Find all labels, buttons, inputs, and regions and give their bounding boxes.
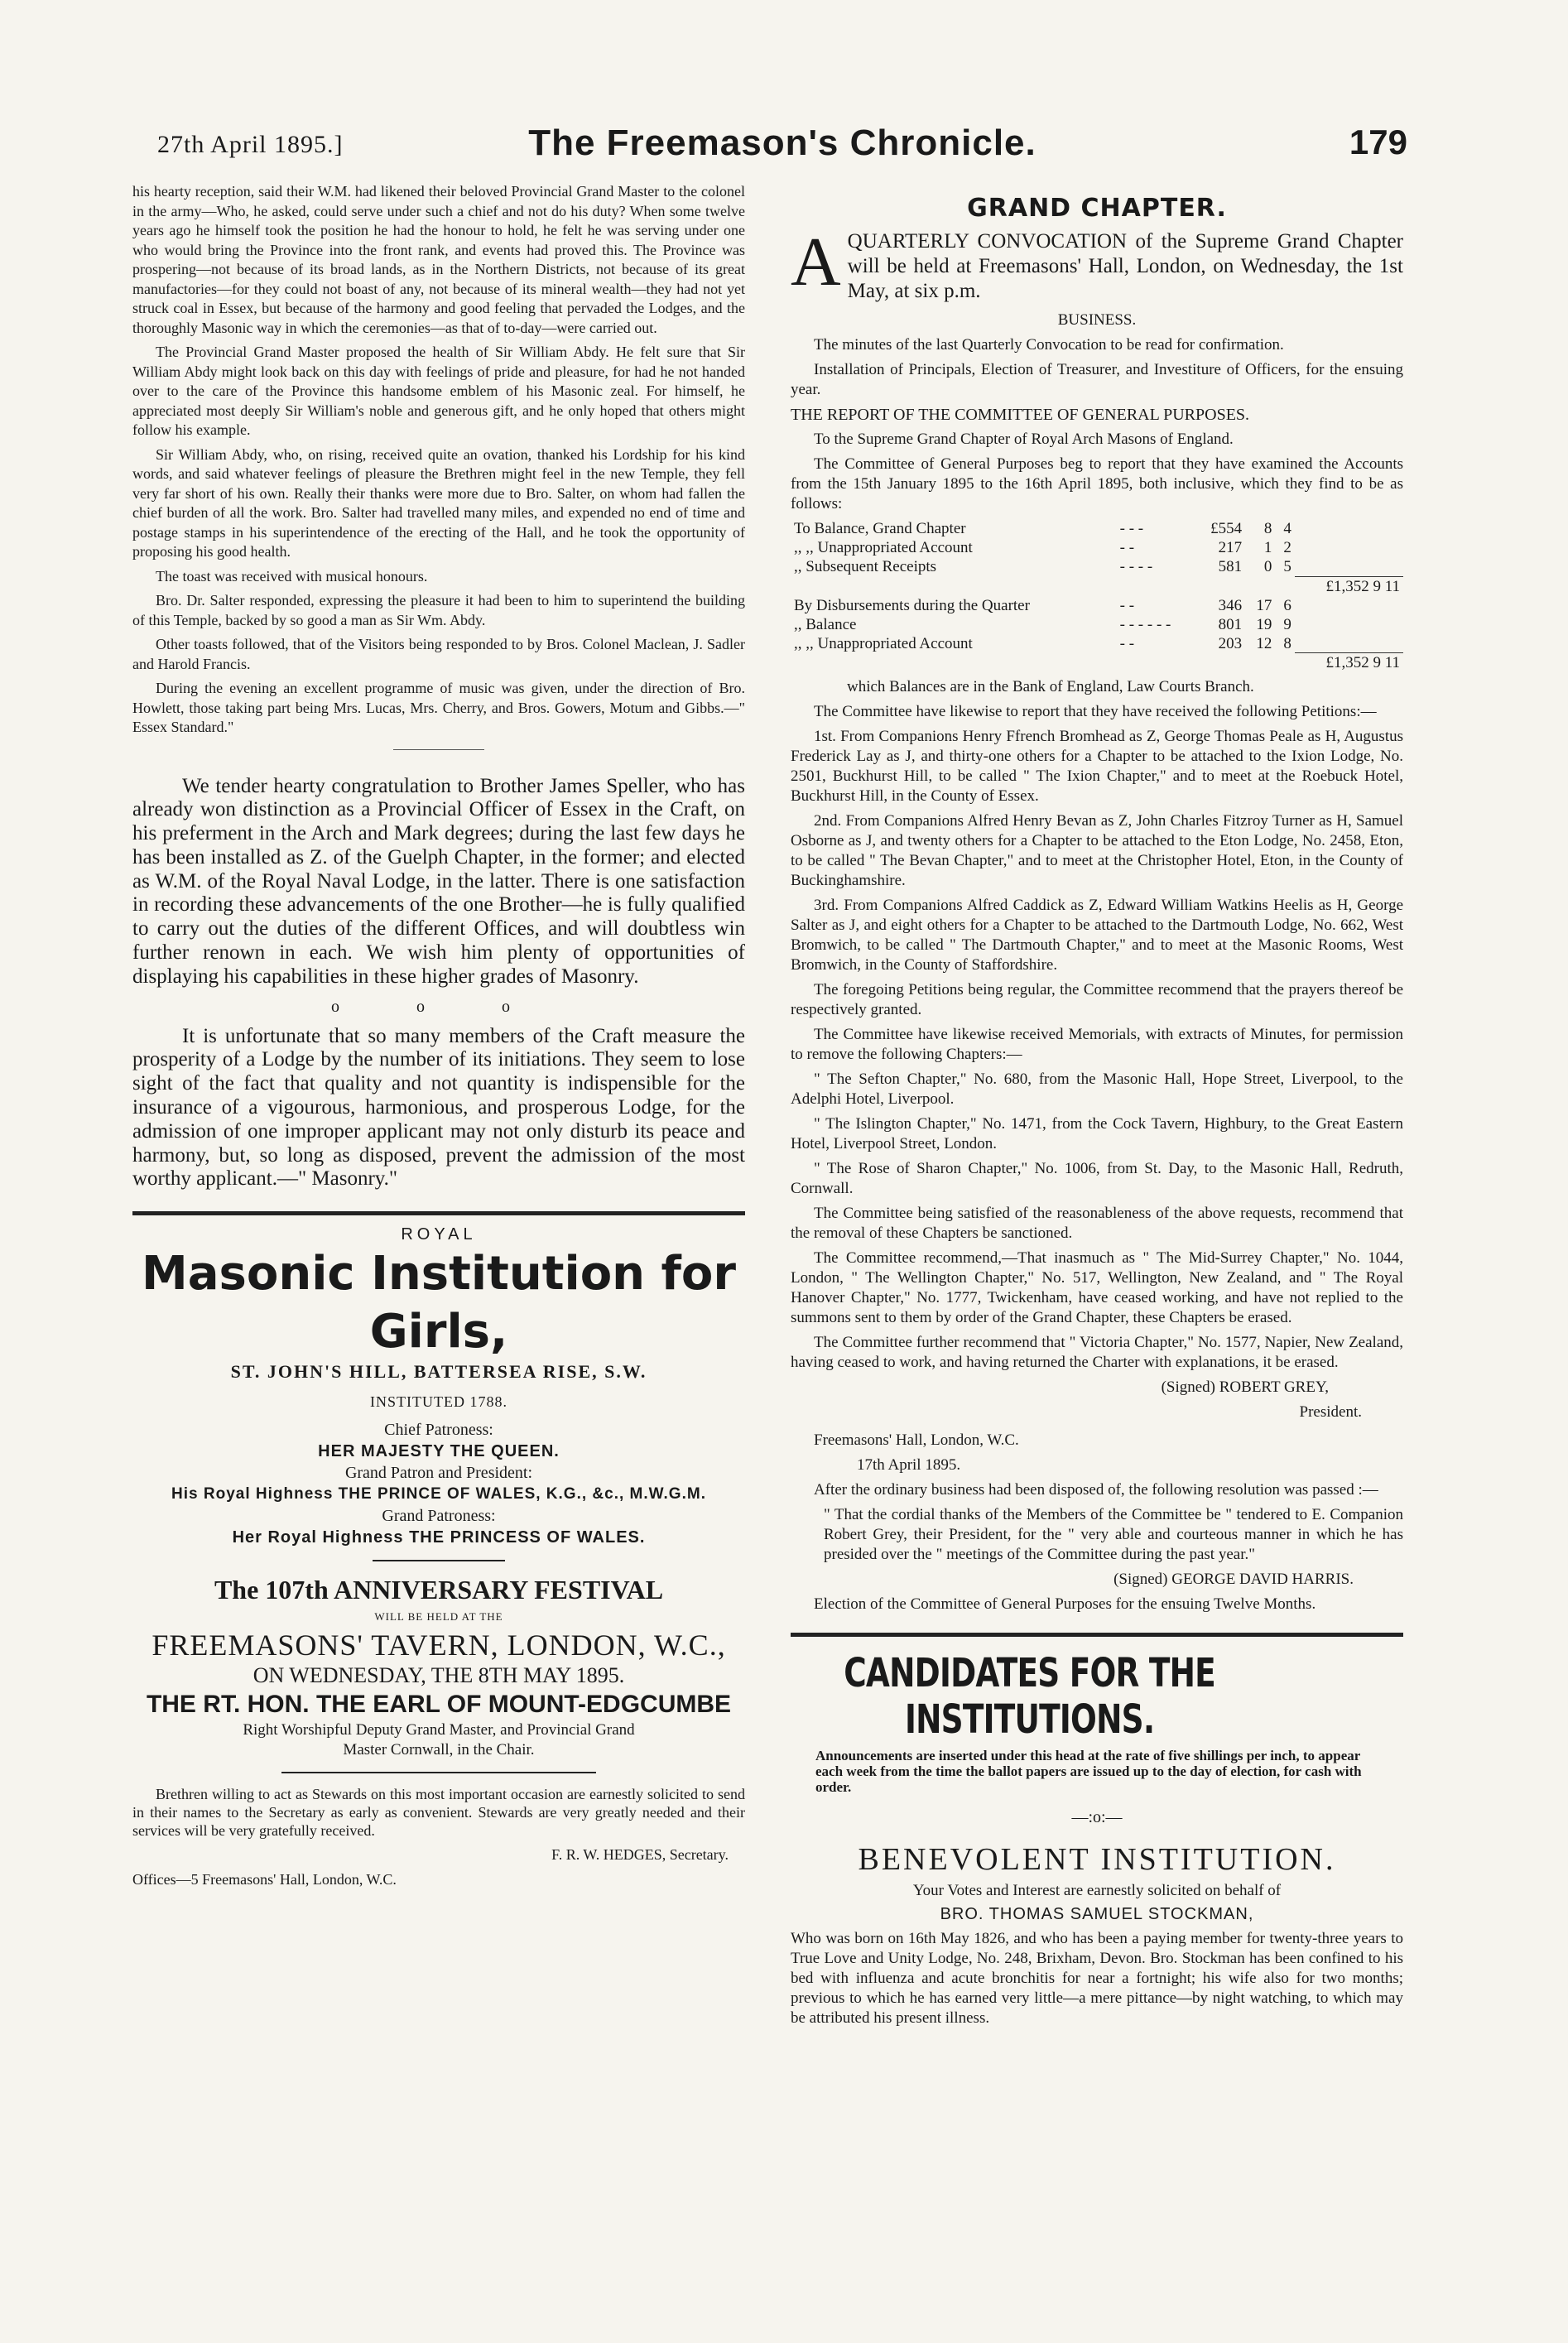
festival-chair: THE RT. HON. THE EARL OF MOUNT-EDGCUMBE <box>146 1691 732 1719</box>
committee-paragraph: The foregoing Petitions being regular, the Committee recommend that the prayers thereof be respectively granted. <box>791 981 1403 1018</box>
report-paragraph: The Provincial Grand Master proposed the health of Sir William Abdy. He felt sure that Sir William Abdy might look back on this day with feelings of pride and pleasure, for had he not handed over to the care of the Province this handsome emblem of his Masonic zeal. For himself, he appreciated most deeply Sir William's noble and generous gift, and he only hoped that others might follow his example. <box>132 344 745 438</box>
account-total <box>1295 615 1403 634</box>
institution-address: ST. JOHN'S HILL, BATTERSEA RISE, S.W. <box>230 1361 647 1383</box>
account-dots: - - - - <box>1119 558 1153 575</box>
amount-pounds: 217 <box>1218 539 1243 556</box>
festival-stewards <box>132 1785 745 1889</box>
report-title: THE REPORT OF THE COMMITTEE OF GENERAL PURPOSES. <box>791 406 1250 424</box>
amount-pounds <box>1194 576 1245 596</box>
accounts-row <box>791 653 1403 673</box>
report-paragraph: During the evening an excellent programme of music was given, under the direction of Bro. Howlett, those taking part being Mrs. Lucas, Mrs. Cherry, and Bros. Gowers, Motum and Gibbs.—" Essex Standard." <box>132 680 745 735</box>
section-divider <box>393 749 484 750</box>
signature-title: President. <box>1299 1403 1362 1421</box>
accounts-row <box>791 557 1403 576</box>
patron: His Royal Highness THE PRINCE OF WALES, K.G., &c., M.W.G.M. <box>171 1485 706 1503</box>
account-total <box>1295 519 1403 538</box>
election-paragraph: Election of the Committee of General Purposes for the ensuing Twelve Months. <box>814 1595 1316 1613</box>
announcements-note: Announcements are inserted under this head at the rate of five shillings per inch, to appear each week from the time the ballot papers are issued up to the day of election, for cash with order. <box>815 1748 1362 1795</box>
festival-chair-title: Right Worshipful Deputy Grand Master, and Provincial Grand Master Cornwall, in the Chair. <box>243 1721 635 1759</box>
business-heading: BUSINESS. <box>1057 311 1137 329</box>
left-column <box>132 182 745 1894</box>
royal-label: ROYAL <box>401 1225 477 1244</box>
convocation-notice <box>791 224 1403 304</box>
amount-shillings: 17 <box>1256 596 1272 614</box>
girls-institution-advert <box>132 1224 745 1548</box>
committee-paragraph: 3rd. From Companions Alfred Caddick as Z, Edward William Watkins Heelis as H, George Salter as J, and eight others for a Chapter to be attached to the Dartmouth Lodge, No. 662, West Bromwich, to be called " The Dartmouth Chapter," and to meet at the Masonic Rooms, West Bromwich, in the County of Staffordshire. <box>791 897 1403 974</box>
accounts-row <box>791 576 1403 596</box>
report-paragraph: Sir William Abdy, who, on rising, received quite an ovation, thanked his Lordship for his kind words, and said whatever feelings of pleasure the Brethren might feel in the new Temple, they fell very far short of his own. Really their thanks were more due to Bro. Salter, on whom had fallen the chief burden of all the work. Bro. Salter had travelled many miles, and expended no end of time and postage stamps in his superintendence of the erecting of the Hall, and he took the opportunity of proposing his good health. <box>132 445 745 560</box>
account-total: £1,352 9 11 <box>1295 653 1403 673</box>
report-intro: The Committee of General Purposes beg to report that they have examined the Accounts from the 15th January 1895 to the 16th April 1895, both inclusive, which they find to be as follows: <box>791 455 1403 512</box>
committee-paragraph: " The Sefton Chapter," No. 680, from the Masonic Hall, Hope Street, Liverpool, to the Adelphi Hotel, Liverpool. <box>791 1070 1403 1108</box>
page-header <box>157 123 1407 172</box>
committee-paragraph: The Committee further recommend that " Victoria Chapter," No. 1577, Napier, New Zealand, having ceased to work, and having returned the Charter with explanations, it be erased. <box>791 1334 1403 1371</box>
festival-title: The 107th ANNIVERSARY FESTIVAL <box>214 1575 664 1605</box>
chief-patroness: HER MAJESTY THE QUEEN. <box>318 1442 560 1461</box>
amount-pounds: 346 <box>1218 596 1243 614</box>
petitions-intro: The Committee have likewise to report that they have received the following Petitions:— <box>814 703 1377 720</box>
amount-shillings: 0 <box>1263 558 1272 575</box>
account-label <box>791 576 1117 596</box>
amount-pounds: 801 <box>1218 615 1243 633</box>
report-paragraph: Bro. Dr. Salter responded, expressing the pleasure it had been to him to superintend the building of this Temple, backed by so good a man as Sir Wm. Abdy. <box>132 592 745 628</box>
publication-title: The Freemason's Chronicle. <box>528 123 1037 163</box>
candidate-description: Who was born on 16th May 1826, and who has been a paying member for twenty-three years to True Love and Unity Lodge, No. 248, Brixham, Devon. Bro. Stockman has been confined to his bed with influenza and acute bronchitis for near a fortnight; his wife also for two months; previous to which he has earned very little—a mere pittance—by night watching, to which may be attributed his present illness. <box>791 1930 1403 2027</box>
speller-paragraph: We tender hearty congratulation to Brother James Speller, who has already won distinction as a Provincial Officer of Essex in the Craft, on his preferment in the Arch and Mark degrees; during the last few days he has been installed as Z. of the Guelph Chapter, in the former; and elected as W.M. of the Royal Naval Lodge, in the latter. There is one satisfaction in recording these advancements of the one Brother—he is fully qualified to carry out the duties of the different Offices, and will doubtless win further renown in each. We wish him plenty of opportunities of displaying his capabilities in these higher grades of Masonry. <box>132 774 745 988</box>
amount-shillings: 12 <box>1256 634 1272 652</box>
account-dots: - - <box>1119 596 1135 614</box>
account-label: ,, ,, Unappropriated Account <box>794 634 973 652</box>
installation-paragraph: Installation of Principals, Election of Treasurer, and Investiture of Officers, for the ensuing year. <box>791 361 1403 398</box>
account-dots <box>1117 576 1195 596</box>
candidates-heading: CANDIDATES FOR THE INSTITUTIONS. <box>844 1650 1215 1743</box>
report-to: To the Supreme Grand Chapter of Royal Arch Masons of England. <box>814 431 1234 448</box>
festival-date: ON WEDNESDAY, THE 8TH MAY 1895. <box>253 1663 625 1688</box>
section-rule <box>132 1211 745 1215</box>
committee-paragraph: The Committee being satisfied of the reasonableness of the above requests, recommend that the removal of these Chapters be sanctioned. <box>791 1205 1403 1242</box>
committee-paragraph: The Committee have likewise received Memorials, with extracts of Minutes, for permission to remove the following Chapters:— <box>791 1026 1403 1063</box>
festival-will-be: WILL BE HELD AT THE <box>374 1610 503 1624</box>
accounts-row <box>791 615 1403 634</box>
hall-address: Freemasons' Hall, London, W.C. <box>814 1431 1019 1449</box>
essex-report <box>132 182 745 738</box>
drop-cap: A <box>791 224 841 301</box>
grand-chapter-heading: GRAND CHAPTER. <box>967 194 1227 223</box>
account-label: ,, Balance <box>794 615 857 633</box>
account-dots: - - - <box>1119 520 1144 537</box>
grand-patroness: Her Royal Highness THE PRINCESS OF WALES. <box>232 1528 646 1547</box>
amount-pence: 2 <box>1283 539 1291 556</box>
page-number: 179 <box>1349 123 1407 161</box>
amount-pence: 4 <box>1283 520 1291 537</box>
account-label: ,, Subsequent Receipts <box>794 558 937 575</box>
account-total <box>1295 596 1403 615</box>
report-paragraph: The toast was received with musical honours. <box>156 567 428 585</box>
amount-shillings: 8 <box>1263 520 1272 537</box>
account-dots <box>1117 653 1195 673</box>
accounts-row <box>791 538 1403 557</box>
short-rule <box>281 1772 596 1773</box>
account-label: ,, ,, Unappropriated Account <box>794 539 973 556</box>
account-dots: - - - - - - <box>1119 615 1171 633</box>
account-dots: - - <box>1119 634 1135 652</box>
report-paragraph: Other toasts followed, that of the Visitors being responded to by Bros. Colonel Maclean, J. Sadler and Harold Francis. <box>132 636 745 672</box>
convocation-text: QUARTERLY CONVOCATION of the Supreme Grand Chapter will be held at Freemasons' Hall, London, on Wednesday, the 1st May, at six p.m. <box>847 230 1403 302</box>
committee-paragraph: The Committee recommend,—That inasmuch as " The Mid-Surrey Chapter," No. 1044, London, " The Wellington Chapter," No. 517, Wellington, New Zealand, and " The Royal Hanover Chapter," No. 1777, Twickenham, have ceased working, and have not replied to the summons sent to them by order of the Grand Chapter, these Chapters be erased. <box>791 1249 1403 1326</box>
candidate-name: BRO. THOMAS SAMUEL STOCKMAN, <box>940 1905 1254 1923</box>
after-business-paragraph: After the ordinary business had been disposed of, the following resolution was passed :— <box>814 1481 1378 1499</box>
account-label: To Balance, Grand Chapter <box>794 520 966 537</box>
bank-paragraph: which Balances are in the Bank of England, Law Courts Branch. <box>847 678 1254 695</box>
committee-paragraph: 2nd. From Companions Alfred Henry Bevan as Z, John Charles Fitzroy Turner as H, Samuel Osborne as J, and twenty others for a Chapter to be attached to the Eton Lodge, No. 2458, Eton, to be called " The Bevan Chapter," and to meet at the Christopher Hotel, Eton, in the County of Buckinghamshire. <box>791 812 1403 889</box>
amount-shillings <box>1245 653 1275 673</box>
festival-venue: FREEMASONS' TAVERN, LONDON, W.C., <box>152 1629 726 1662</box>
account-total: £1,352 9 11 <box>1295 576 1403 596</box>
chief-patroness-label: Chief Patroness: <box>384 1421 493 1440</box>
editorial-notes <box>132 775 745 1192</box>
signature-robert-grey: (Signed) ROBERT GREY, <box>1161 1378 1329 1396</box>
committee-paragraph: " The Rose of Sharon Chapter," No. 1006, from St. Day, to the Masonic Hall, Redruth, Cornwall. <box>791 1160 1403 1197</box>
amount-shillings: 1 <box>1263 539 1272 556</box>
petitions-list <box>791 727 1403 1373</box>
divider-ornament: —:o:— <box>1071 1808 1123 1826</box>
amount-pence <box>1275 576 1295 596</box>
amount-pence: 9 <box>1283 615 1291 633</box>
craft-paragraph: It is unfortunate that so many members of the Craft measure the prosperity of a Lodge by the number of its initiations. They seem to lose sight of the fact that quality and not quantity is indispensible for the insurance of a vigourous, harmonious, and prosperous Lodge, for the admission of one improper applicant may not only disturb its peace and harmony, but, so long as disposed, prevent the admission of the most worthy applicant.—" Masonry." <box>132 1024 745 1191</box>
accounts-row <box>791 519 1403 538</box>
right-column <box>791 182 1403 2033</box>
festival-notice <box>132 1573 745 1760</box>
report-paragraph: his hearty reception, said their W.M. had likened their beloved Provincial Grand Master to the colonel in the army—Who, he asked, could serve under such a chief and not do his duty? When some twelve years ago he himself took the position he had the honour to hold, he felt he was serving under one who would bring the Province into the front rank, and events had proved this. The Province was prospering—not because of its broad lands, as in the Northern Districts, not because of its great manufactories—for they could not boast of any, not because of its mineral wealth—they had not yet struck coal in Essex, but because of the harmony and good feeling that pervaded the Lodges, and the thoroughly Masonic way in which the ceremonies—as that of to-day—were carried out. <box>132 183 745 336</box>
accounts-table <box>791 519 1403 672</box>
benevolent-heading: BENEVOLENT INSTITUTION. <box>858 1842 1336 1877</box>
account-total <box>1295 634 1403 653</box>
accounts-row <box>791 634 1403 653</box>
amount-shillings: 19 <box>1256 615 1272 633</box>
grand-patroness-label: Grand Patroness: <box>382 1507 496 1526</box>
committee-paragraph: 1st. From Companions Henry Ffrench Bromhead as Z, George Thomas Peale as H, Augustus Frederick Lay as J, and thirty-one others for a Chapter to be attached to the Ixion Lodge, No. 2501, Buckhurst Hill, to be called " The Ixion Chapter," and to meet at the Roebuck Hotel, Buckhurst Hill, in the County of Essex. <box>791 728 1403 805</box>
account-label: By Disbursements during the Quarter <box>794 596 1030 614</box>
votes-request: Your Votes and Interest are earnestly solicited on behalf of <box>912 1882 1282 1899</box>
institution-title: Masonic Institution for Girls, <box>142 1247 736 1359</box>
stewards-paragraph: Brethren willing to act as Stewards on this most important occasion are earnestly solicited to send in their names to the Secretary as early as convenient. Stewards are very greatly needed and their services will be very gratefully received. <box>132 1786 745 1840</box>
section-rule <box>791 1633 1403 1637</box>
hall-date: 17th April 1895. <box>857 1456 961 1474</box>
account-total <box>1295 538 1403 557</box>
amount-pounds <box>1194 653 1245 673</box>
account-total <box>1295 557 1403 576</box>
account-dots: - - <box>1119 539 1135 556</box>
amount-pence: 8 <box>1283 634 1291 652</box>
amount-pounds: £554 <box>1210 520 1243 537</box>
amount-pence: 6 <box>1283 596 1291 614</box>
committee-paragraph: " The Islington Chapter," No. 1471, from the Cock Tavern, Highbury, to the Great Eastern Hotel, Liverpool Street, London. <box>791 1115 1403 1152</box>
signature-harris: (Signed) GEORGE DAVID HARRIS. <box>1113 1571 1354 1588</box>
resolution-quote: " That the cordial thanks of the Members of the Committee be " tendered to E. Companion Robert Grey, their President, for the " very able and courteous manner in which he has presided over the " meetings of the Committee during the past year." <box>824 1506 1403 1563</box>
accounts-row <box>791 596 1403 615</box>
account-label <box>791 653 1117 673</box>
issue-date: 27th April 1895.] <box>157 131 344 158</box>
short-rule <box>373 1560 505 1561</box>
secretary-signature: F. R. W. HEDGES, Secretary. <box>551 1846 729 1864</box>
patron-label: Grand Patron and President: <box>344 1464 533 1483</box>
offices-address: Offices—5 Freemasons' Hall, London, W.C. <box>132 1871 397 1888</box>
amount-pence: 5 <box>1283 558 1291 575</box>
ornament-divider: o o o <box>331 997 546 1016</box>
minutes-paragraph: The minutes of the last Quarterly Convocation to be read for confirmation. <box>814 336 1284 354</box>
amount-pounds: 581 <box>1218 558 1243 575</box>
amount-pounds: 203 <box>1218 634 1243 652</box>
instituted-date: INSTITUTED 1788. <box>370 1393 507 1411</box>
amount-pence <box>1275 653 1295 673</box>
amount-shillings <box>1245 576 1275 596</box>
